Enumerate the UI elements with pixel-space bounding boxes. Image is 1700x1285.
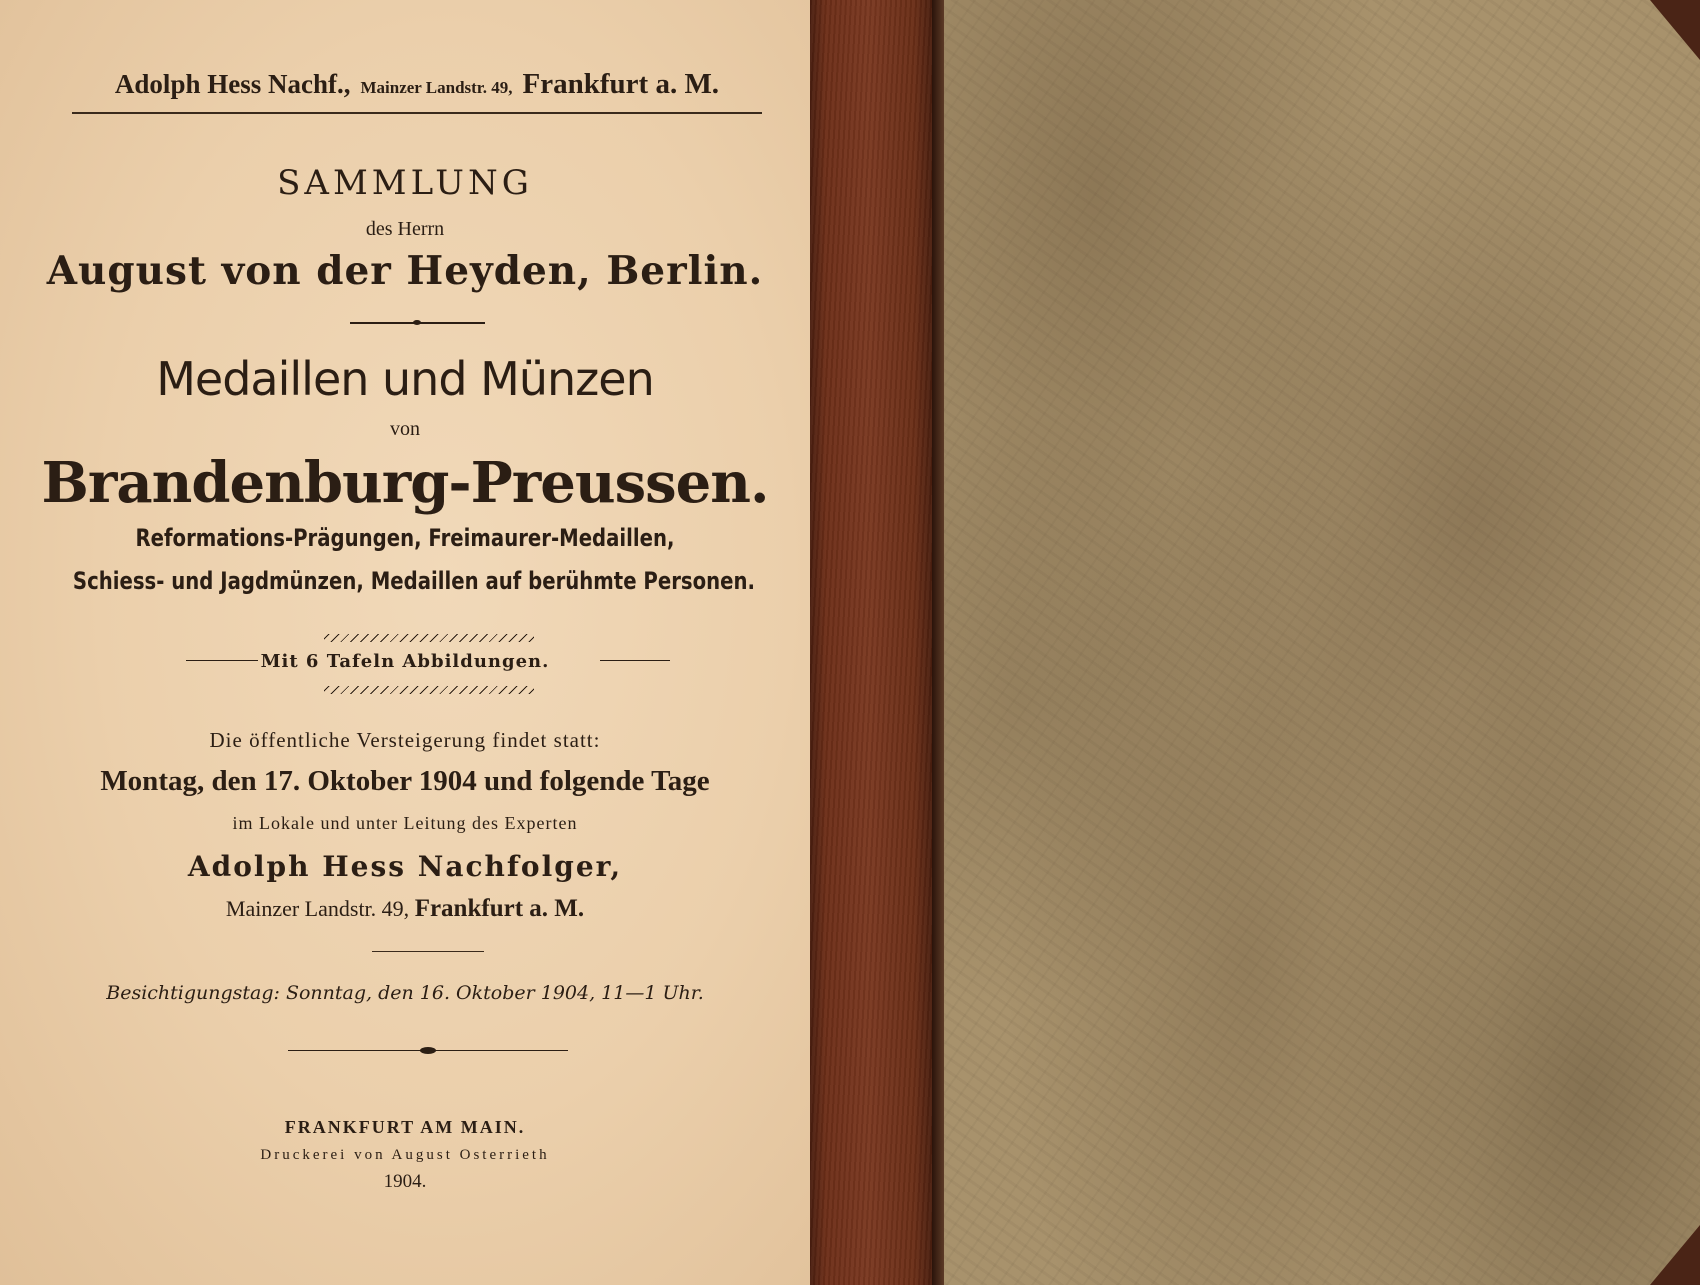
short-rule — [372, 951, 484, 952]
collector-name: August von der Heyden, Berlin. — [46, 248, 764, 294]
auction-intro: Die öffentliche Versteigerung findet statt: — [209, 728, 601, 752]
expert-street: Mainzer Landstr. 49, — [225, 896, 410, 921]
leather-corner-top — [1650, 0, 1700, 60]
subtitle-line-1: Reformations-Prägungen, Freimaurer-Medaillen, — [135, 524, 675, 552]
des-herrn-text: des Herrn — [365, 218, 445, 240]
imprint-year: 1904. — [383, 1171, 427, 1192]
expert-name: Adolph Hess Nachfolger, — [187, 850, 623, 883]
publisher-header — [72, 68, 762, 114]
subtitle-line-2: Schiess- und Jagdmünzen, Medaillen auf berühmte Personen. — [72, 567, 755, 595]
catalog-title: Medaillen und Münzen — [156, 352, 654, 406]
header-city: Frankfurt a. M. — [522, 68, 720, 100]
imprint-place: FRANKFURT AM MAIN. — [284, 1117, 526, 1137]
plates-rule-right — [600, 660, 670, 661]
viewing-day: Besichtigungstag: Sonntag, den 16. Oktober 1904, 11—1 Uhr. — [106, 982, 704, 1004]
header-firm: Adolph Hess Nachf., — [114, 69, 351, 99]
leather-spine — [810, 0, 940, 1285]
wavy-rule-bottom — [324, 686, 534, 694]
von-text: von — [390, 418, 420, 440]
expert-address — [0, 895, 810, 923]
wavy-rule-top — [324, 634, 534, 642]
leather-corner-bottom — [1650, 1225, 1700, 1285]
auction-date: Montag, den 17. Oktober 1904 und folgende Tage — [100, 765, 710, 797]
marbled-cover — [944, 0, 1700, 1285]
header-street: Mainzer Landstr. 49, — [360, 78, 513, 97]
expert-city: Frankfurt a. M. — [414, 895, 585, 922]
imprint-printer: Druckerei von August Osterrieth — [260, 1147, 550, 1163]
plates-note: Mit 6 Tafeln Abbildungen. — [260, 651, 550, 672]
title-page — [0, 0, 810, 1285]
venue-line: im Lokale und unter Leitung des Experten — [232, 813, 578, 833]
collection-heading: SAMMLUNG — [277, 163, 533, 203]
region-title: Brandenburg-Preussen. — [41, 450, 769, 516]
spine-edge — [932, 0, 944, 1285]
